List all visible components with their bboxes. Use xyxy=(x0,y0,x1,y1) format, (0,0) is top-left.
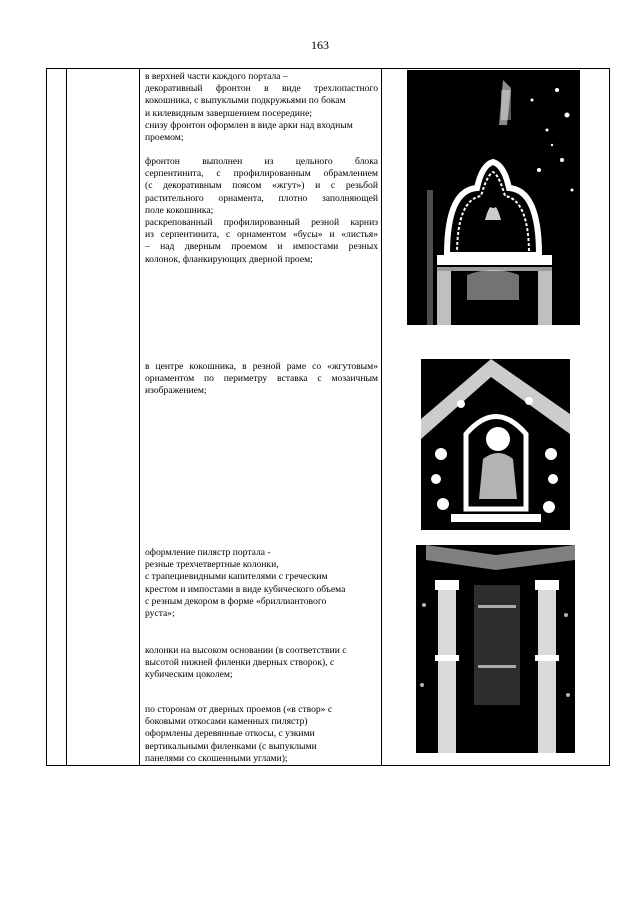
column-divider-2 xyxy=(139,68,140,766)
text-line: вертикальными филенками (с выпуклыми xyxy=(145,740,317,752)
text-line: резные трехчетвертные колонки, xyxy=(145,559,279,571)
text-line: с резным декором в форме «бриллиантового xyxy=(145,595,327,607)
text-line: кубическим цоколем; xyxy=(145,669,233,681)
text-line: высотой нижней филенки дверных створок), с xyxy=(145,657,335,669)
text-line: фронтон выполнен из цельного блока xyxy=(145,156,378,167)
text-line: снизу фронтон оформлен в виде арки над входным xyxy=(145,119,353,131)
text-section-portal-top xyxy=(145,71,378,144)
text-line: в центре кокошника, в резной раме со «жгутовым» xyxy=(145,361,378,372)
text-section-fronton xyxy=(145,156,378,266)
text-section-door-jambs xyxy=(145,704,378,765)
text-line: серпентинита, с профилированным обрамлением xyxy=(145,168,378,180)
text-line: растительного орнамента, плотно заполняющей xyxy=(145,192,378,204)
text-line: по сторонам от дверных проемов («в створ» с xyxy=(145,704,333,715)
mosaic-insert-photo xyxy=(421,359,570,530)
text-line: колонки на высоком основании (в соответствии с xyxy=(145,645,347,656)
text-line: боковыми откосами каменных пилястр) xyxy=(145,716,308,728)
pilaster-columns-photo xyxy=(416,545,575,753)
text-line: оформлены деревянные откосы, с узкими xyxy=(145,728,315,740)
text-line: поле кокошника; xyxy=(145,204,214,216)
text-line: орнаментом по периметру вставка с мозаичным xyxy=(145,373,378,385)
text-line: изображением; xyxy=(145,385,207,397)
text-line: оформление пилястр портала - xyxy=(145,547,271,558)
text-section-mosaic xyxy=(145,361,378,398)
text-line: – над дверным проемом и импостами резных xyxy=(145,241,378,253)
text-line: раскрепованный профилированный резной карниз xyxy=(145,217,378,229)
column-divider-3 xyxy=(381,68,382,766)
text-section-columns-base xyxy=(145,645,378,682)
column-divider-1 xyxy=(66,68,67,766)
text-line: в верхней части каждого портала – xyxy=(145,71,288,82)
portal-fronton-photo xyxy=(407,70,580,325)
text-line: декоративный фронтон в виде трехлопастного xyxy=(145,83,378,95)
text-line: кокошника, с выпуклыми подкружьями по бокам xyxy=(145,95,346,107)
text-line: с трапециевидными капителями с греческим xyxy=(145,571,328,583)
text-line: крестом и импостами в виде кубического объема xyxy=(145,583,346,595)
text-line: и килевидным завершением посередине; xyxy=(145,107,312,119)
text-line: колонок, фланкирующих дверной проем; xyxy=(145,253,313,265)
page-number: 163 xyxy=(311,38,329,52)
text-section-pilasters xyxy=(145,547,378,620)
text-line: из серпентинита, с орнаментом «бусы» и «листья» xyxy=(145,229,378,241)
text-line: (с декоративным поясом «жгут») и с резьбой xyxy=(145,180,378,192)
text-line: проемом; xyxy=(145,132,184,144)
text-line: панелями со скошенными углами); xyxy=(145,752,288,764)
text-line: руста»; xyxy=(145,608,175,620)
